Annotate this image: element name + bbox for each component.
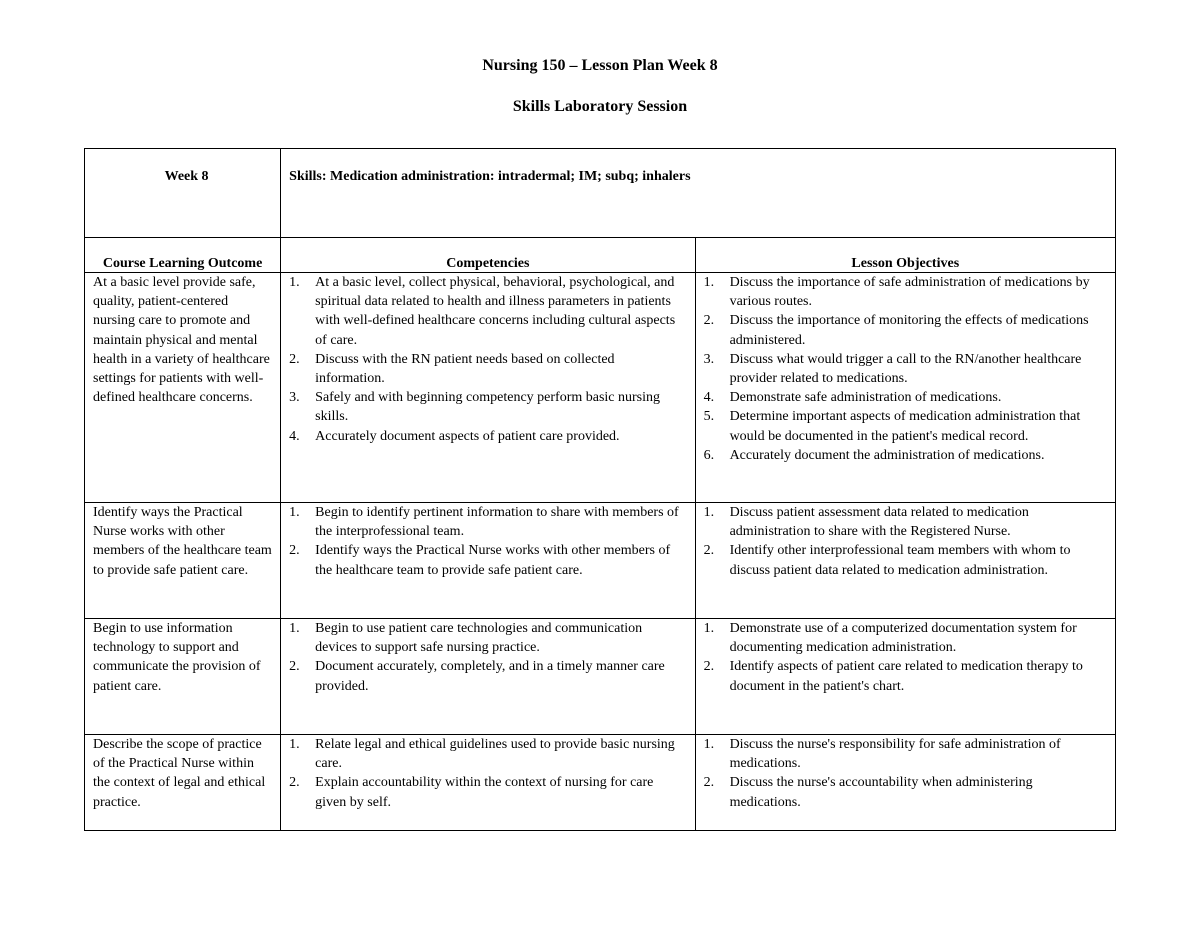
column-header-outcome: Course Learning Outcome [85,238,281,273]
competencies-list [289,735,686,812]
table-header-row [85,149,1116,238]
list-item-number: 1. [703,621,715,636]
list-item [704,407,1107,445]
list-item-text: Identify other interprofessional team members with whom to discuss patient data related to medication administration. [729,543,1071,578]
list-item-number: 6. [703,447,715,463]
list-item-text: Discuss patient assessment data related to medication administration to share with the Registered Nurse. [729,505,1029,540]
list-item-text: Determine important aspects of medication administration that would be documented in the patient's medical record. [729,409,1081,444]
learning-outcome-cell: Describe the scope of practice of the Practical Nurse within the context of legal and ethical practice. [85,735,281,831]
competencies-list [289,503,686,580]
list-item-number: 1. [703,505,715,520]
list-item [289,427,686,446]
list-item [704,773,1107,811]
list-item-text: Discuss with the RN patient needs based on collected information. [315,351,615,387]
list-item-number: 2. [289,543,300,559]
list-item-text: Discuss the nurse's accountability when administering medications. [729,775,1033,810]
list-item-number: 1. [289,737,300,752]
list-item [704,388,1107,407]
list-item [704,503,1107,541]
list-item [704,311,1107,349]
list-item [289,273,686,350]
list-item-number: 2. [289,659,300,675]
list-item-number: 1. [289,621,300,636]
week-label: Week 8 [85,149,281,238]
objectives-cell [695,503,1115,619]
competencies-list [289,273,686,446]
list-item-number: 4. [289,428,300,444]
list-item-text: Discuss the importance of safe administration of medications by various routes. [729,275,1090,310]
objectives-list [704,619,1107,696]
list-item [289,388,686,426]
competencies-cell [281,273,695,503]
list-item-text: Demonstrate use of a computerized documentation system for documenting medication administration. [729,621,1077,656]
learning-outcome-cell: At a basic level provide safe, quality, patient-centered nursing care to promote and maintain physical and mental health in a variety of healthcare settings for patients with well-defined healthcare concerns. [85,273,281,503]
skills-label: Skills: Medication administration: intradermal; IM; subq; inhalers [281,149,1116,238]
list-item-text: Document accurately, completely, and in a timely manner care provided. [315,659,665,694]
list-item-text: Accurately document the administration of medications. [729,447,1045,463]
list-item-text: Safely and with beginning competency perform basic nursing skills. [315,390,661,425]
list-item-number: 2. [703,313,715,329]
column-header-competencies: Competencies [281,238,695,273]
list-item-number: 1. [289,505,300,520]
document-subtitle: Skills Laboratory Session [512,98,688,115]
list-item [289,503,686,541]
list-item-number: 1. [703,737,715,752]
competencies-cell [281,619,695,735]
list-item [289,541,686,579]
list-item-text: Discuss what would trigger a call to the RN/another healthcare provider related to medications. [729,351,1082,387]
list-item-text: Relate legal and ethical guidelines used to provide basic nursing care. [315,737,675,772]
competencies-cell [281,503,695,619]
competencies-cell [281,735,695,831]
table-body [85,273,1116,831]
list-item-number: 2. [703,543,715,559]
document-title: Nursing 150 – Lesson Plan Week 8 [482,57,718,74]
column-header-objectives: Lesson Objectives [695,238,1115,273]
objectives-cell [695,273,1115,503]
competencies-list [289,619,686,696]
list-item [704,446,1107,465]
table-row [85,735,1116,831]
list-item-number: 1. [289,275,300,290]
list-item-text: Identify aspects of patient care related to medication therapy to document in the patient's chart. [729,659,1083,694]
lesson-plan-table [84,148,1116,831]
list-item-number: 5. [703,409,715,425]
objectives-cell [695,619,1115,735]
list-item-text: Accurately document aspects of patient care provided. [315,428,620,444]
list-item [289,657,686,695]
list-item [704,541,1107,579]
list-item [289,735,686,773]
list-item-number: 4. [703,390,715,406]
learning-outcome-cell: Identify ways the Practical Nurse works with other members of the healthcare team to provide safe patient care. [85,503,281,619]
list-item-number: 2. [703,659,715,675]
objectives-list [704,273,1107,465]
list-item [704,273,1107,311]
objectives-cell [695,735,1115,831]
list-item-text: Begin to use patient care technologies and communication devices to support safe nursing practice. [315,621,643,656]
list-item-text: Discuss the nurse's responsibility for safe administration of medications. [729,737,1061,772]
objectives-list [704,735,1107,812]
list-item [704,735,1107,773]
list-item-number: 2. [289,351,300,367]
objectives-list [704,503,1107,580]
list-item-number: 2. [703,775,715,791]
list-item-text: Begin to identify pertinent information to share with members of the interprofessional team. [315,505,679,540]
list-item-number: 1. [703,275,715,290]
column-header-row [85,238,1116,273]
list-item [704,350,1107,388]
table-row [85,273,1116,503]
list-item [289,619,686,657]
list-item-number: 2. [289,775,300,791]
table-row [85,619,1116,735]
list-item-number: 3. [703,351,715,367]
list-item [289,350,686,388]
table-row [85,503,1116,619]
list-item [704,619,1107,657]
list-item-text: Identify ways the Practical Nurse works with other members of the healthcare team to provide safe patient care. [315,543,671,578]
list-item [704,657,1107,695]
learning-outcome-cell: Begin to use information technology to support and communicate the provision of patient care. [85,619,281,735]
list-item [289,773,686,811]
list-item-text: Demonstrate safe administration of medications. [729,390,1002,406]
list-item-text: Discuss the importance of monitoring the effects of medications administered. [729,313,1089,348]
list-item-text: Explain accountability within the context of nursing for care given by self. [315,775,654,810]
list-item-text: At a basic level, collect physical, behavioral, psychological, and spiritual data related to health and illness parameters in patients with well-defined healthcare concerns including cultural aspects of care. [315,275,676,348]
list-item-number: 3. [289,390,300,406]
